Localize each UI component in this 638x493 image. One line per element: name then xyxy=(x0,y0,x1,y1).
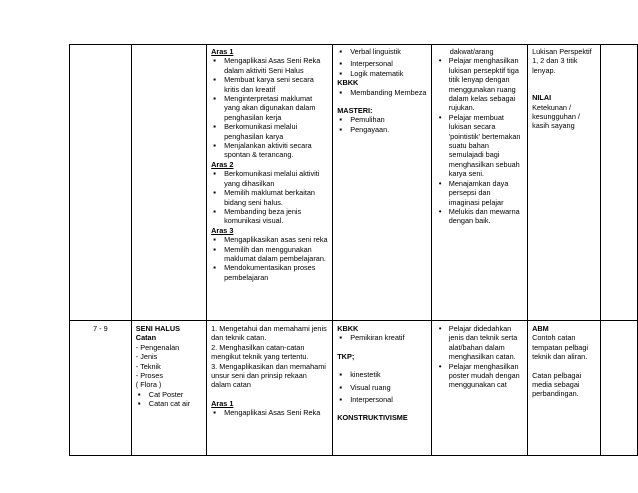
list-item: ▪ Berkomunikasi melalui aktiviti yang dihasilkan xyxy=(211,169,328,188)
week-cell: 7 - 9 xyxy=(70,321,132,456)
list-item: ▪ Membanding beza jenis komunikasi visual. xyxy=(211,207,328,226)
table-row xyxy=(70,321,638,456)
aras-3-list xyxy=(211,235,328,282)
objective-text: 1. Mengetahui dan memahami jenis dan teknik catan. xyxy=(211,324,327,343)
list-item: • Pelajar didedahkan jenis dan teknik serta alat/bahan dalam menghasilkan catan. xyxy=(436,324,523,362)
activities-list xyxy=(436,56,523,225)
notes-cell xyxy=(528,321,601,456)
intelligence-list xyxy=(337,47,427,78)
topic-cell xyxy=(131,45,206,321)
konstruktivisme-label: KONSTRUKTIVISME xyxy=(337,413,408,423)
list-item: ▪ Pemulihan xyxy=(337,115,427,124)
list-item: ▪ Pemikiran kreatif xyxy=(337,333,427,342)
aras-1-heading: Aras 1 xyxy=(211,398,234,408)
list-item: ▪ Logik matematik xyxy=(337,69,427,78)
list-item: • Pelajar membuat lukisan secara 'pointistik' bertemakan suatu bahan semulajadi bagi menghasilkan sebuah karya seni. xyxy=(436,113,523,179)
aras-3-heading: Aras 3 xyxy=(211,225,234,235)
list-item: ▪ Memilih maklumat berkaitan bidang seni halus. xyxy=(211,188,328,207)
objectives-cell xyxy=(207,45,333,321)
activities-cell xyxy=(431,321,527,456)
week-cell xyxy=(70,45,132,321)
topic-subtitle: Catan xyxy=(135,333,157,343)
list-item: ▪ Memilih dan menggunakan maklumat dalam pembelajaran. xyxy=(211,245,328,264)
kbkk-list xyxy=(337,88,427,97)
abm-label: ABM xyxy=(532,324,549,333)
aras-2-heading: Aras 2 xyxy=(211,159,234,169)
list-item: ▪ Mengaplikasi Asas Seni Reka dalam aktiviti Seni Halus xyxy=(211,56,328,75)
tkp-list xyxy=(337,370,427,404)
topic-line: - Teknik xyxy=(135,361,161,371)
aras-2-list xyxy=(211,169,328,225)
list-item: ▪ Verbal linguistik xyxy=(337,47,427,56)
kbkk-label: KBKK xyxy=(337,78,359,88)
objective-text: 3. Mengaplikasikan dan memahami unsur seni dan prinsip rekaan dalam catan xyxy=(211,361,326,390)
list-item: • Melukis dan mewarna dengan baik. xyxy=(436,207,523,226)
list-item: ▪ Interpersonal xyxy=(337,59,427,68)
activities-cell xyxy=(431,45,527,321)
aras-1-heading: Aras 1 xyxy=(211,47,234,56)
topic-line: - Jenis xyxy=(135,352,158,362)
topic-cell xyxy=(131,321,206,456)
activities-list xyxy=(436,324,523,390)
list-item: • Pelajar menghasilkan poster mudah dengan menggunakan cat xyxy=(436,362,523,390)
extra-cell xyxy=(600,321,637,456)
notes-text: Lukisan Perspektif 1, 2 dan 3 titik lenyap. xyxy=(532,47,592,75)
masteri-label: MASTERI: xyxy=(337,106,373,116)
topic-bullets xyxy=(136,390,202,409)
list-item: ▪ Pengayaan. xyxy=(337,125,427,134)
list-item: • Menajamkan daya persepsi dan imaginasi pelajar xyxy=(436,179,523,207)
list-item: • Pelajar menghasilkan lukisan persepktif tiga titik lenyap dengan menggunakan ruang dalam kelas sebagai rujukan. xyxy=(436,56,523,112)
objective-text: 2. Menghasilkan catan-catan mengikut teknik yang tertentu. xyxy=(211,342,309,362)
list-item: ▪ Mengaplikasi Asas Seni Reka xyxy=(211,408,328,417)
list-item: ▪ Berkomunikasi melalui penghasilan karya xyxy=(211,122,328,141)
lesson-plan-table xyxy=(69,44,638,456)
skills-cell xyxy=(333,45,432,321)
nilai-text: Ketekunan / kesungguhan / kasih sayang xyxy=(532,102,580,131)
list-item: ▪ Mengaplikasikan asas seni reka xyxy=(211,235,328,244)
list-item: ▪ Membanding Membeza xyxy=(337,88,427,97)
extra-cell xyxy=(600,45,637,321)
tkp-label: TKP; xyxy=(337,351,355,361)
notes-cell xyxy=(528,45,601,321)
objectives-cell xyxy=(207,321,333,456)
kbkk-list xyxy=(337,333,427,342)
list-item: ▪ Menjalankan aktiviti secara spontan & terancang. xyxy=(211,141,328,160)
list-item: ▪ Mendokumentasikan proses pembelajaran xyxy=(211,263,328,282)
nilai-label: NILAI xyxy=(532,93,552,103)
topic-line: ( Flora ) xyxy=(135,380,162,390)
notes-text: Contoh catan tempatan pelbagi teknik dan aliran. xyxy=(532,333,589,362)
list-item: ▪ Catan cat air xyxy=(136,399,202,408)
list-item: ▪ kinestetik xyxy=(337,370,427,379)
skills-cell xyxy=(333,321,432,456)
table-row xyxy=(70,45,638,321)
notes-text: Catan pelbagai media sebagai perbandingan. xyxy=(532,370,582,399)
topic-line: - Pengenalan xyxy=(135,342,180,352)
aras-1-list xyxy=(211,56,328,159)
list-item: ▪ Menginterpretasi maklumat yang akan digunakan dalam penghasilan kerja xyxy=(211,94,328,122)
kbkk-label: KBKK xyxy=(337,324,359,333)
aras-1-list xyxy=(211,408,328,417)
topic-title: SENI HALUS xyxy=(135,324,180,333)
list-item: ▪ Cat Poster xyxy=(136,390,202,399)
list-item: ▪ Membuat karya seni secara kritis dan kreatif xyxy=(211,75,328,94)
list-item: ▪ Visual ruang xyxy=(337,383,427,392)
masteri-list xyxy=(337,115,427,134)
list-item: ▪ Interpersonal xyxy=(337,395,427,404)
activity-lead: dakwat/arang xyxy=(449,47,494,56)
topic-line: - Proses xyxy=(135,371,163,381)
